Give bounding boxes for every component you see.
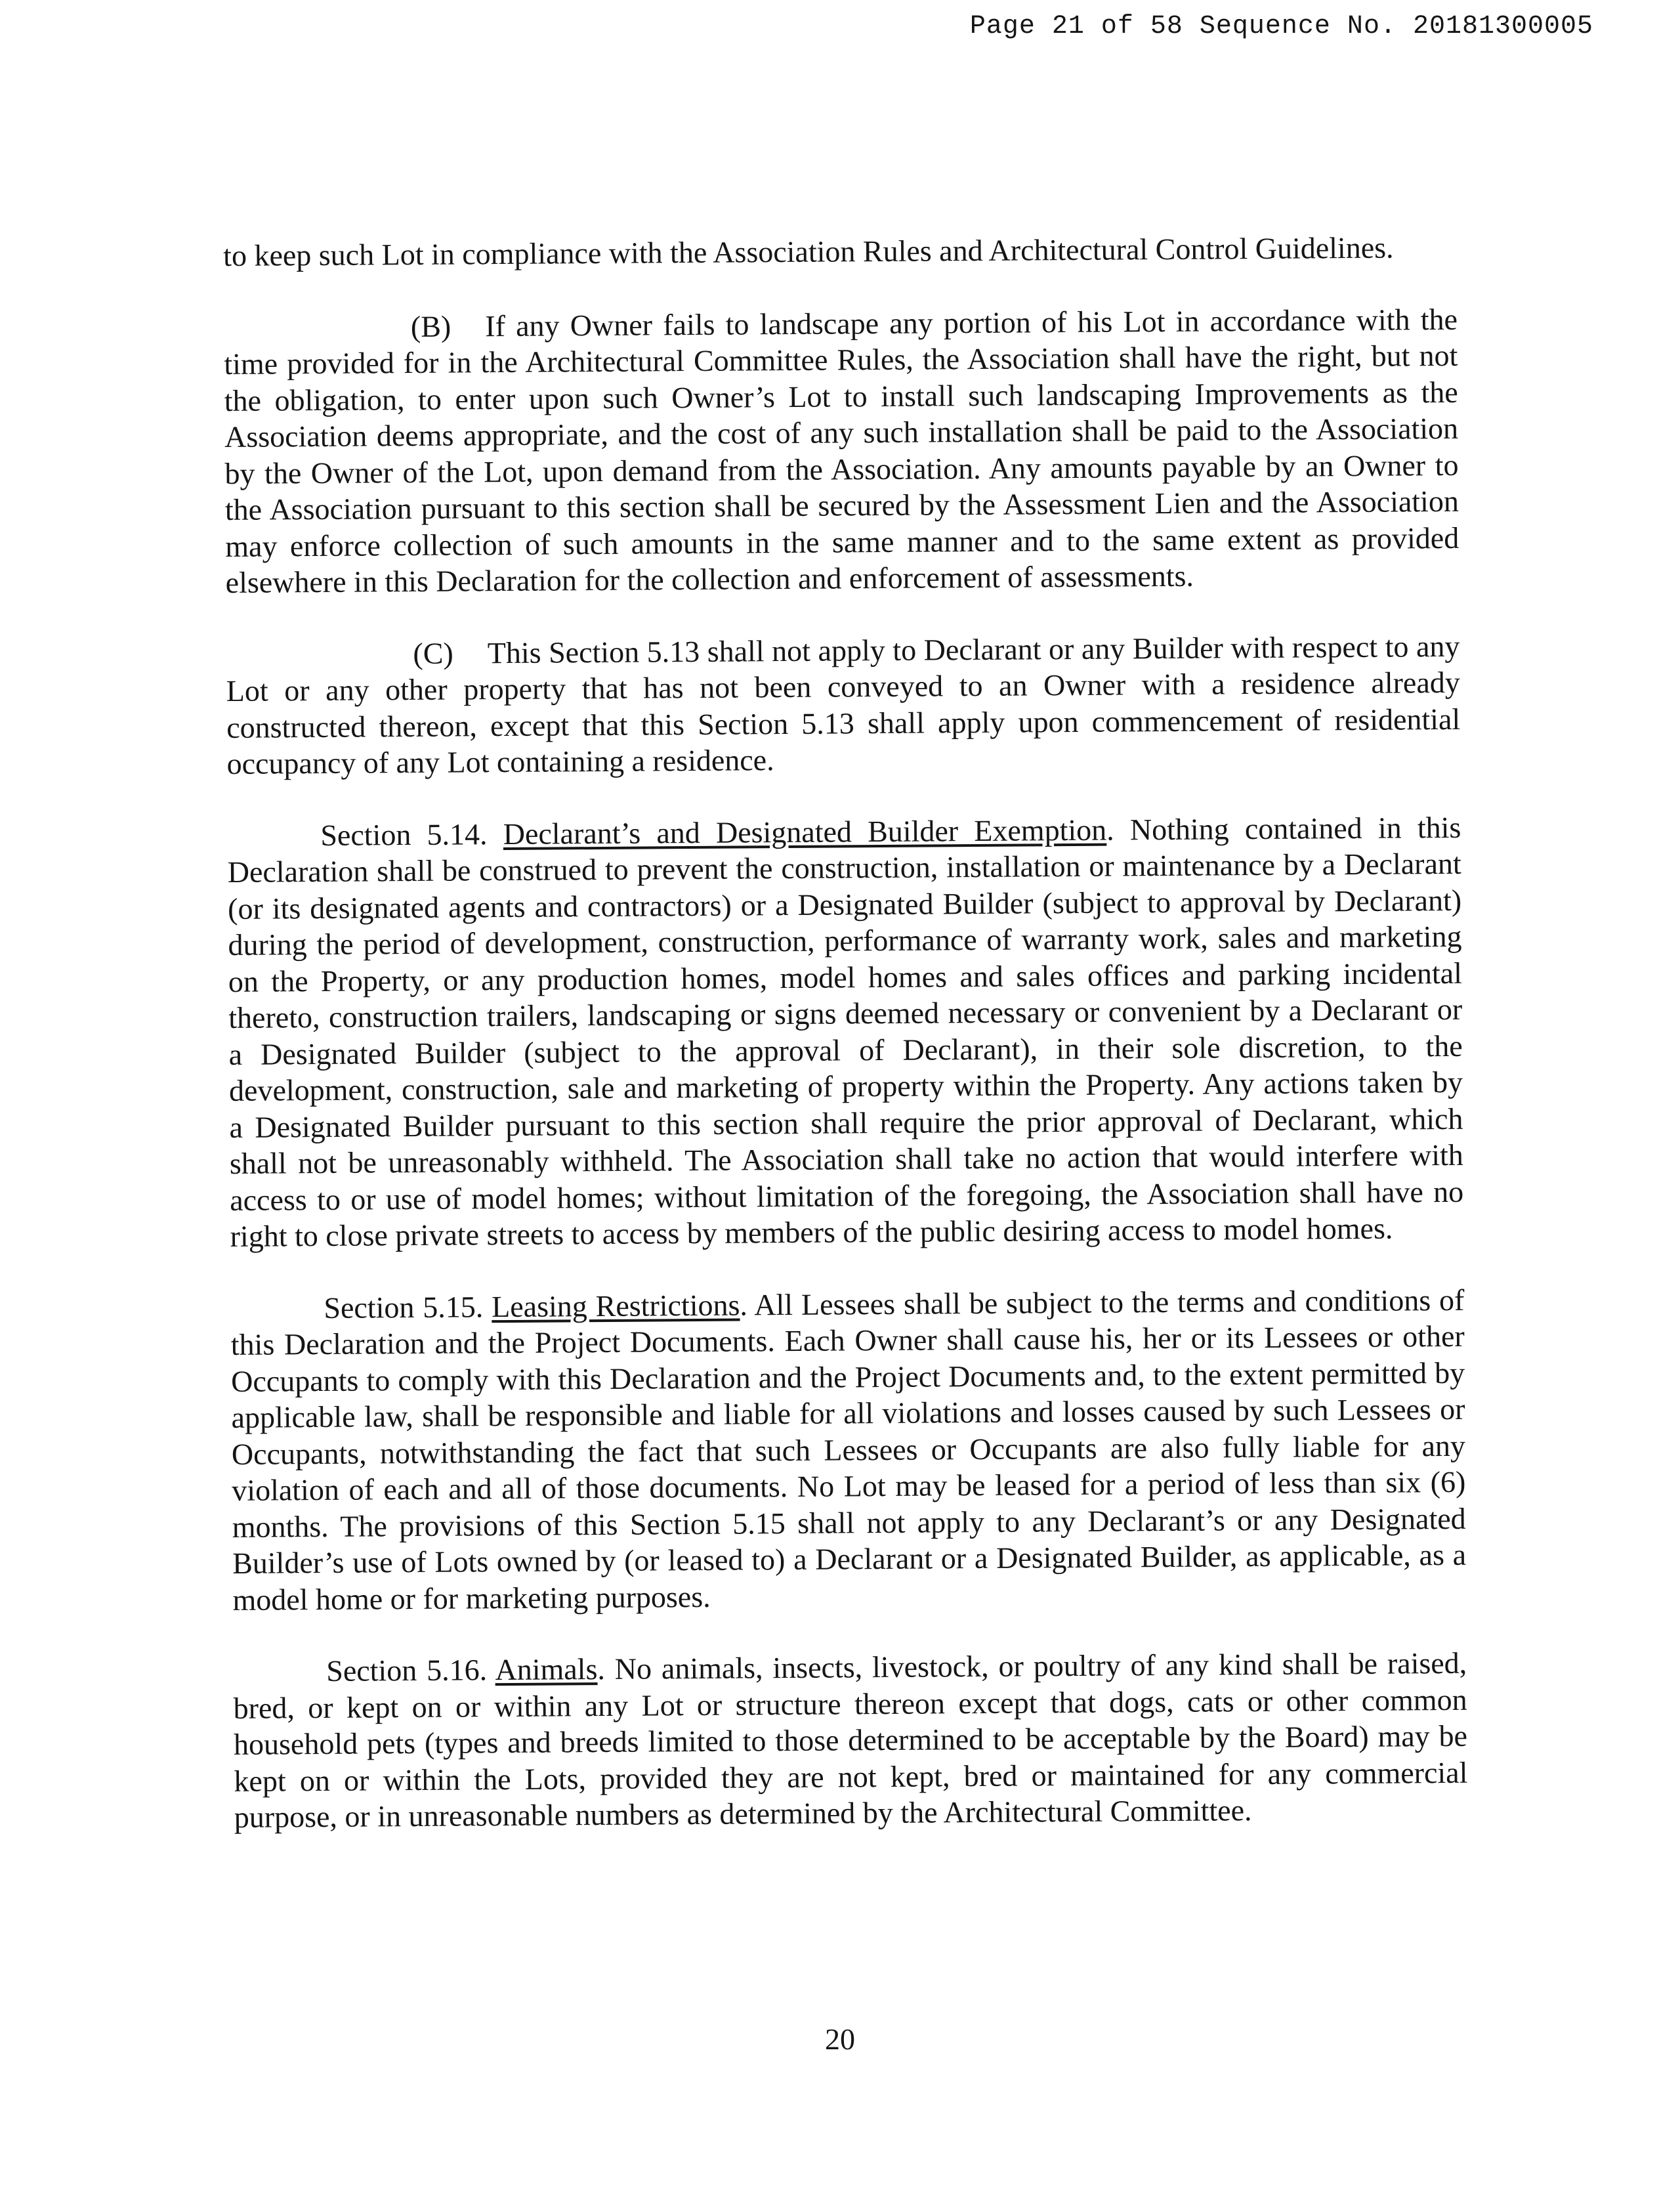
paragraph-b-text: If any Owner fails to landscape any portion of his Lot in accordance with the time provided for in the Architectural Committee Rules, the Association shall have the right, but not the obligation, to enter upon such Owner’s Lot to install such landscaping Improvements as the Association deems appropriate, and the cost of any such installation shall be paid to the Association by the Owner of the Lot, upon demand from the Association. Any amounts payable by an Owner to the Association pursuant to this section shall be secured by the Assessment Lien and the Association may enforce collection of such amounts in the same manner and to the same extent as provided elsewhere in this Declaration for the collection and enforcement of assessments. [224,302,1460,599]
section-5-15: Section 5.15. Leasing Restrictions. All Lessees shall be subject to the terms and conditions of this Declaration and the Project Documents. Each Owner shall cause his, her or its Lessees or other Occupants to comply with this Declaration and the Project Documents and, to the extent permitted by applicable law, shall be responsible and liable for all violations and losses caused by such Lessees or Occupants, notwithstanding the fact that such Lessees or Occupants are also fully liable for any violation of each and all of those documents. No Lot may be leased for a period of less than six (6) months. The provisions of this Section 5.15 shall not apply to any Declarant’s or any Designated Builder’s use of Lots owned by (or leased to) a Declarant or a Designated Builder, as applicable, as a model home or for marketing purposes. [230,1283,1467,1617]
paragraph-c [226,628,1461,782]
section-text: All Lessees shall be subject to the terms and conditions of this Declaration and the Project Documents. Each Owner shall cause his, her or its Lessees or other Occupants to comply with this Declaration and the Project Documents and, to the extent permitted by applicable law, shall be responsible and liable for all violations and losses caused by such Lessees or Occupants, notwithstanding the fact that such Lessees or Occupants are also fully liable for any violation of each and all of those documents. No Lot may be leased for a period of less than six (6) months. The provisions of this Section 5.15 shall not apply to any Declarant’s or any Designated Builder’s use of Lots owned by (or leased to) a Declarant or a Designated Builder, as applicable, as a model home or for marketing purposes. [230,1283,1467,1617]
section-heading: Leasing Restrictions [491,1288,740,1323]
paragraph-b [224,301,1460,601]
section-number: Section 5.16. [326,1653,488,1688]
continuation-paragraph: to keep such Lot in compliance with the Association Rules and Architectural Control Guidelines. [223,230,1394,272]
document-body [223,229,1468,1871]
section-text: Nothing contained in this Declaration shall be construed to prevent the construction, installation or maintenance by a Declarant (or its designated agents and contractors) or a Designated Builder (subject to approval by Declarant) during the period of development, construction, performance of warranty work, sales and marketing on the Property, or any production homes, model homes and sales offices and parking incidental thereto, construction trailers, landscaping or signs deemed necessary or convenient by a Declarant or a Designated Builder (subject to the approval of Declarant), in their sole discretion, to the development, construction, sale and marketing of property within the Property. Any actions taken by a Designated Builder pursuant to this section shall require the prior approval of Declarant, which shall not be unreasonably withheld. The Association shall take no action that would interfere with access to or use of model homes; without limitation of the foregoing, the Association shall have no right to close private streets to access by members of the public desiring access to model homes. [227,810,1464,1253]
page-number: 20 [825,2022,855,2056]
page-sequence-stamp: Page 21 of 58 Sequence No. 20181300005 [969,12,1593,41]
section-5-14: Section 5.14. Declarant’s and Designated Builder Exemption. Nothing contained in this Declaration shall be construed to prevent the construction, installation or maintenance by a Declarant (or its designated agents and contractors) or a Designated Builder (subject to approval by Declarant) during the period of development, construction, performance of warranty work, sales and marketing on the Property, or any production homes, model homes and sales offices and parking incidental thereto, construction trailers, landscaping or signs deemed necessary or convenient by a Declarant or a Designated Builder (subject to the approval of Declarant), in their sole discretion, to the development, construction, sale and marketing of property within the Property. Any actions taken by a Designated Builder pursuant to this section shall require the prior approval of Declarant, which shall not be unreasonably withheld. The Association shall take no action that would interfere with access to or use of model homes; without limitation of the foregoing, the Association shall have no right to close private streets to access by members of the public desiring access to model homes. [227,810,1464,1253]
paragraph-b-marker: (B) [410,309,452,343]
section-heading: Declarant’s and Designated Builder Exemption [503,813,1107,851]
paragraph-c-text: This Section 5.13 shall not apply to Declarant or any Builder with respect to any Lot or any other property that has not been conveyed to an Owner with a residence already constructed thereon, except that this Section 5.13 shall apply upon commencement of residential occupancy of any Lot containing a residence. [226,629,1461,780]
section-5-16: Section 5.16. Animals. No animals, insects, livestock, or poultry of any kind shall be raised, bred, or kept on or within any Lot or structure thereon except that dogs, cats or other common household pets (types and breeds limited to those determined to be acceptable by the Board) may be kept on or within the Lots, provided they are not kept, bred or maintained for any commercial purpose, or in unreasonable numbers as determined by the Architectural Committee. [233,1646,1468,1834]
section-number: Section 5.14. [320,817,488,852]
section-heading: Animals [495,1652,598,1687]
paragraph-c-marker: (C) [413,636,453,670]
section-text: No animals, insects, livestock, or poultry of any kind shall be raised, bred, or kept on or within any Lot or structure thereon except that dogs, cats or other common household pets (types and breeds limited to those determined to be acceptable by the Board) may be kept on or within the Lots, provided they are not kept, bred or maintained for any commercial purpose, or in unreasonable numbers as determined by the Architectural Committee. [233,1646,1468,1834]
section-number: Section 5.15. [324,1289,484,1325]
